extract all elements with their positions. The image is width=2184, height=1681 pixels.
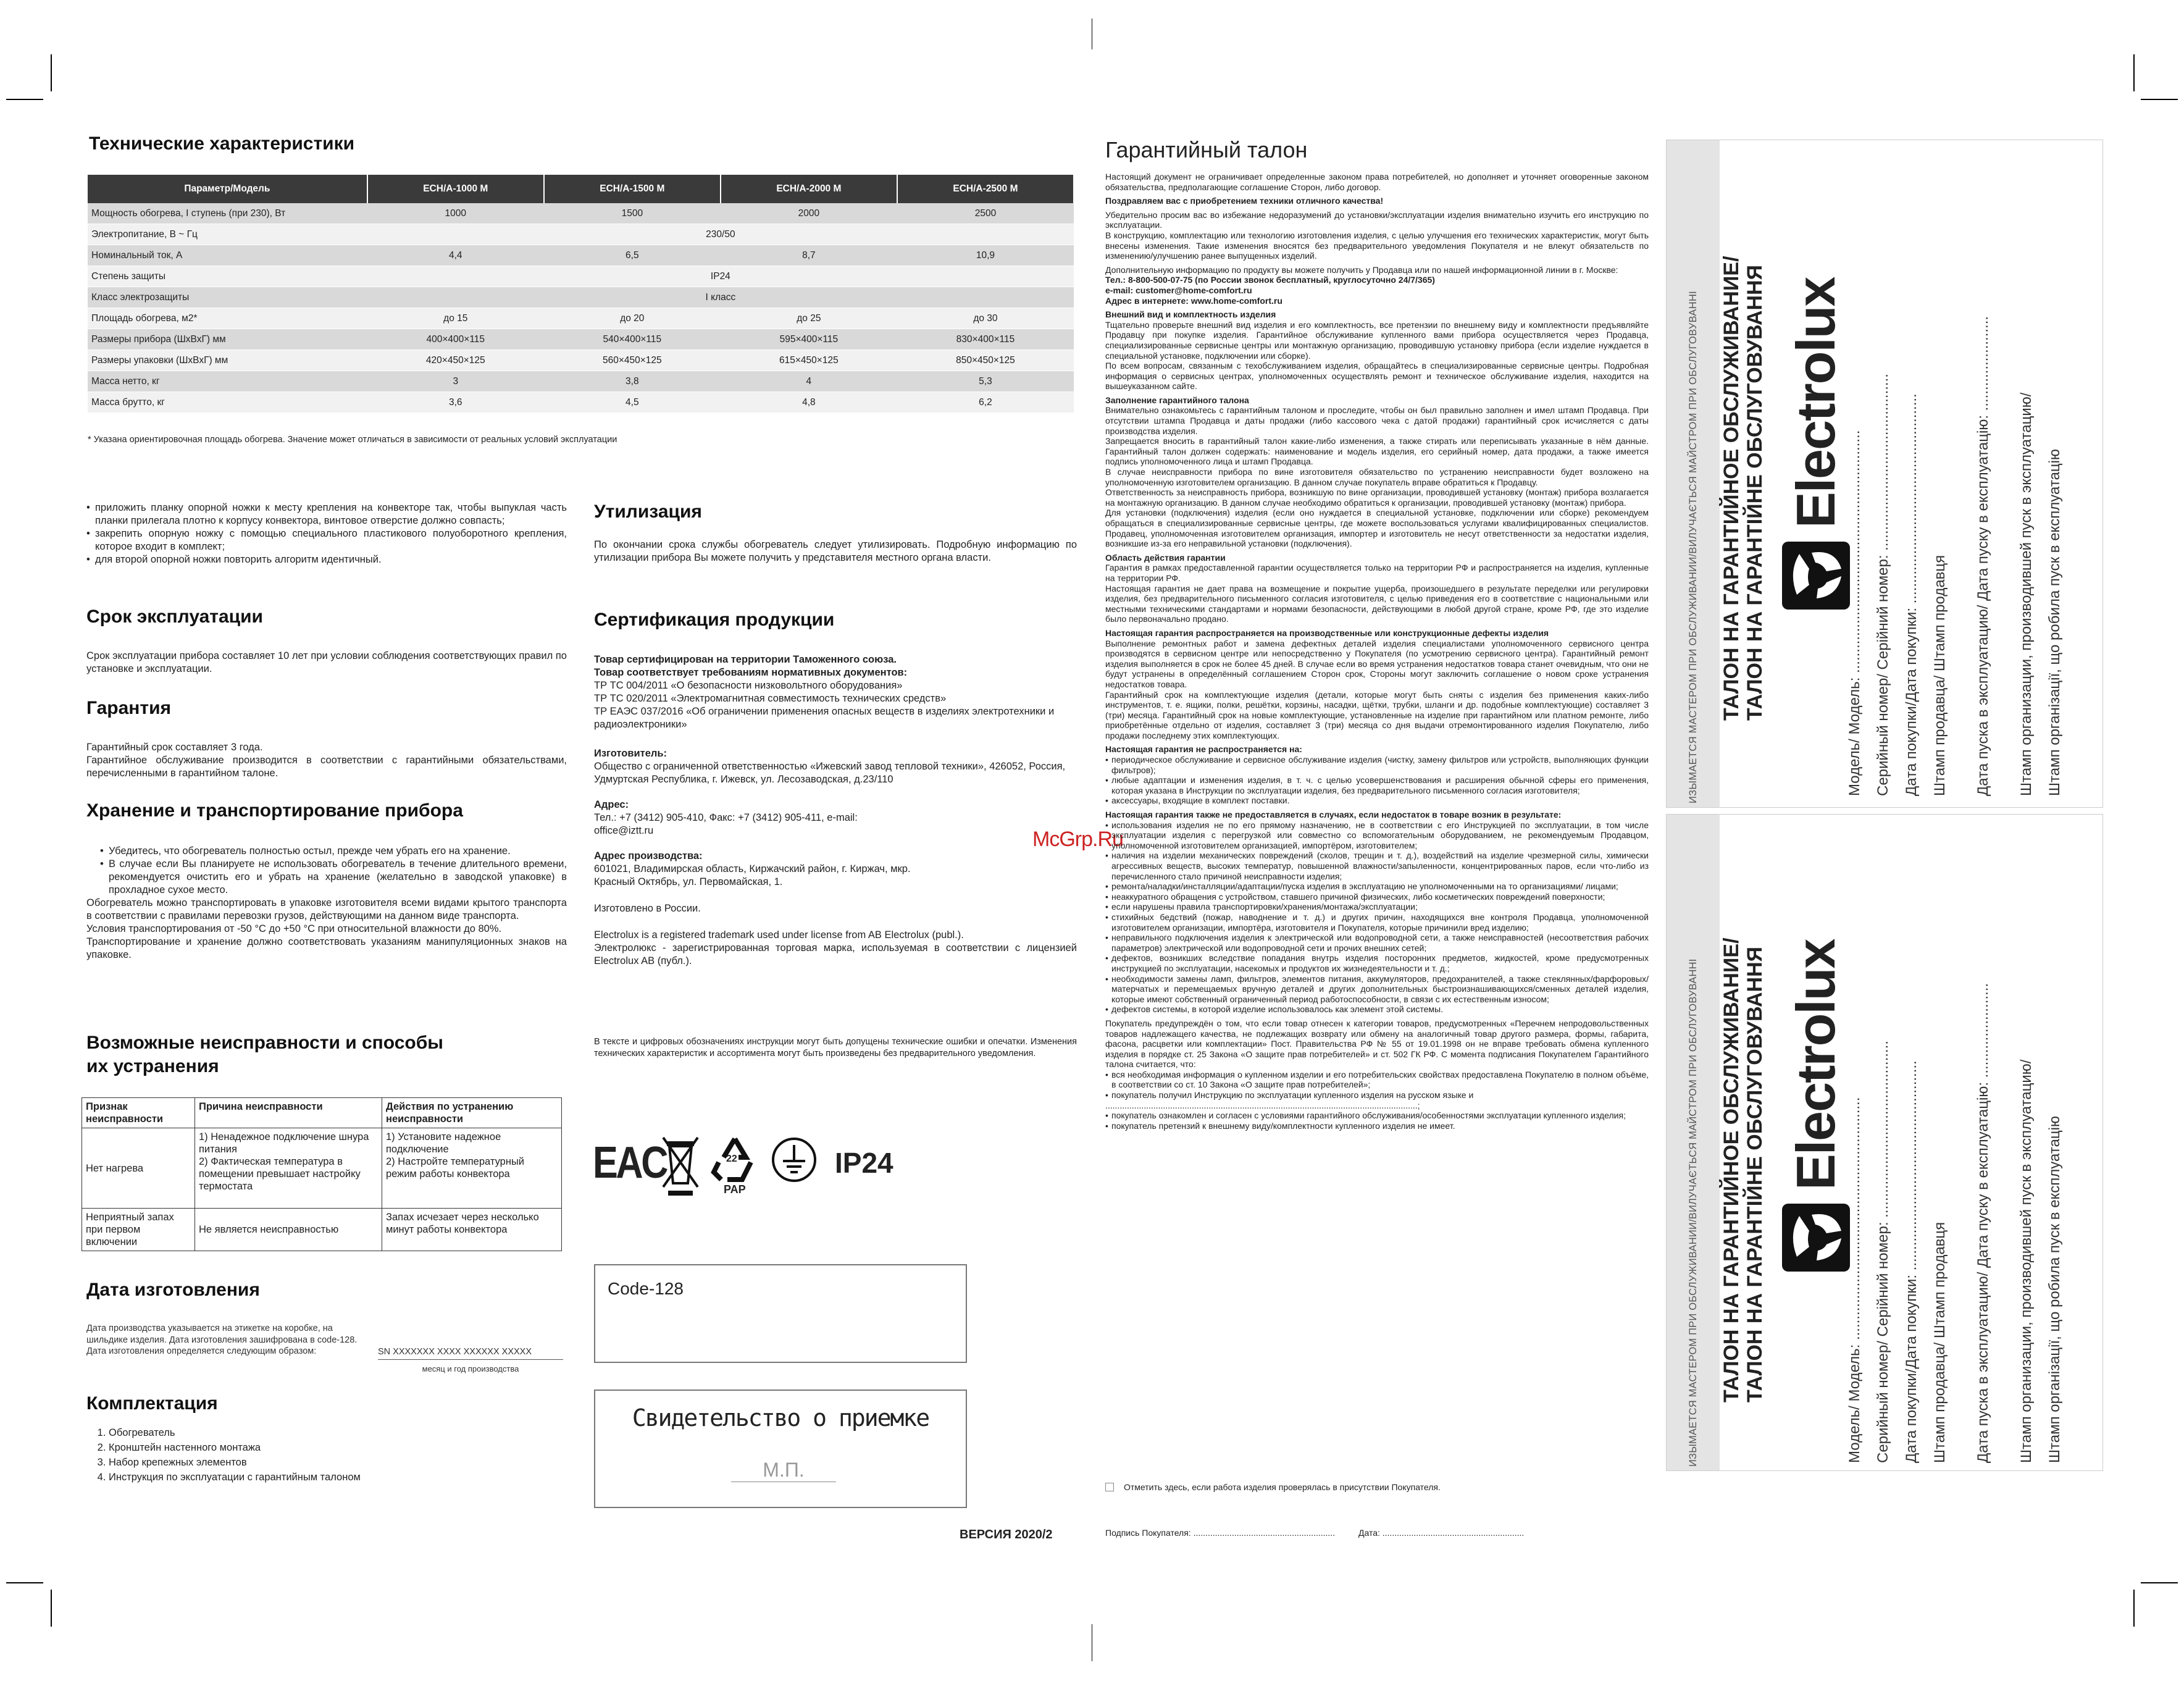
specs-row-value: 4,8 — [721, 392, 897, 413]
specs-row-value: 400×400×115 — [367, 329, 544, 350]
specs-table — [88, 175, 1074, 413]
specs-header-cell: ECH/A-1000 M — [367, 175, 544, 203]
storage-para: Транспортирование и хранение должно соответствовать указаниям манипуляционных знаков на упаковке. — [86, 936, 567, 960]
specs-row-value: 3 — [367, 371, 544, 392]
coupon-title — [1720, 256, 1767, 721]
specs-header-cell: ECH/A-2000 M — [721, 175, 897, 203]
version-label: ВЕРСИЯ 2020/2 — [960, 1528, 1053, 1541]
coupon-field[interactable]: Модель/ Модель: ........................................................... — [1846, 1097, 1863, 1463]
electrolux-logo-icon — [1782, 1204, 1850, 1272]
check-note-row — [1105, 1482, 1649, 1493]
specs-row-value: 10,9 — [897, 245, 1074, 266]
specs-row-label: Площадь обогрева, м2* — [88, 308, 367, 329]
consumer-item: • покупатель ознакомлен и согласен с условиями гарантийного обслуживания/особенностями эксплуатации купленного изделия; — [1111, 1110, 1649, 1121]
guarantee-title: Гарантия — [86, 698, 172, 718]
install-step: • приложить планку опорной ножки к месту крепления на конвекторе так, чтобы выпуклая часть планки прилегала плотно к корпусу конвектора, винтовое отверстие должно совпасть; — [95, 501, 567, 527]
faults-title — [86, 1031, 443, 1078]
specs-row — [88, 371, 1074, 392]
specs-row — [88, 266, 1074, 287]
address-text: Тел.: +7 (3412) 905-410, Факс: +7 (3412) 905-411, e-mail: office@iztt.ru — [594, 812, 858, 836]
kit-item: 1. Обогреватель — [109, 1425, 361, 1440]
serial-format — [378, 1346, 563, 1375]
install-steps — [86, 501, 567, 566]
fill3: В случае неисправности прибора по вине изготовителя обязательство по устранению неисправности будет возложено на уполномоченную изготовителем организацию. В данном случае покупатель вправе обратиться к Продавцу. — [1105, 467, 1649, 487]
service-life-title: Срок эксплуатации — [86, 606, 263, 627]
specs-row-value: 8,7 — [721, 245, 897, 266]
serial-format-code: SN XXXXXXX XXXX XXXXXX XXXXX — [378, 1346, 563, 1360]
code128-box — [594, 1264, 967, 1363]
consumer-item: • покупатель претензий к внешнему виду/комплектности купленного изделия не имеет. — [1111, 1121, 1649, 1131]
faults-cause: Не является неисправностью — [195, 1209, 382, 1251]
h-fill: Заполнение гарантийного талона — [1105, 395, 1249, 405]
specs-row-label: Размеры упаковки (ШхВхГ) мм — [88, 350, 367, 371]
coupon-field[interactable]: Дата пуска в эксплуатацию/ Дата пуску в експлуатацію: ....................... — [1975, 983, 1991, 1463]
specs-row-label: Номинальный ток, А — [88, 245, 367, 266]
code128-label: Code-128 — [608, 1279, 684, 1298]
h-not: Настоящая гарантия не распространяется на: — [1105, 744, 1302, 755]
coupon-field[interactable]: Штамп продавца/ Штамп продавця — [1931, 1222, 1948, 1463]
specs-row-value: до 15 — [367, 308, 544, 329]
specs-row-value: 6,2 — [897, 392, 1074, 413]
brand-name: Electrolux — [1785, 939, 1846, 1190]
specs-row — [88, 350, 1074, 371]
eac-mark: EAC — [593, 1138, 667, 1188]
check-note: Отметить здесь, если работа изделия проверялась в присутствии Покупателя. — [1124, 1482, 1441, 1492]
specs-row-label: Степень защиты — [88, 266, 367, 287]
cert-doc: ТР ТС 020/2011 «Электромагнитная совместимость технических средств» — [594, 693, 947, 704]
manufacture-date-text: Дата производства указывается на этикетке на коробке, на шильдике изделия. Дата изготовления зашифрована в code-128. Дата изготовления определяется следующим образом: — [86, 1323, 358, 1356]
fill4: Ответственность за неисправность прибора, возникшую по вине организации, проводившей установку (монтаж) прибора возлагается на монтажную организацию. В данном случае необходимо обратиться к организации, проводившей установку (монтаж) прибора. — [1105, 487, 1649, 508]
warranty-coupon-2 — [1666, 814, 2103, 1471]
guarantee-line: Гарантийный срок составляет 3 года. — [86, 742, 263, 753]
acceptance-title: Свидетельство о приемке — [632, 1404, 929, 1432]
manufacture-date-title: Дата изготовления — [86, 1280, 260, 1300]
consumer1: Покупатель предупреждён о том, что если товар отнесен к категории товаров, предусмотренных «Перечнем непродовольственных товаров надлежащего качества, не подлежащих возврату или обмену на аналогичный товар другого размера, формы, габарита, фасона, расцветки или комплектации» Пост. Правительства РФ № 55 от 19.01.1998 он не вправе требовать обмена купленного изделия в порядке ст. 25 Закона «О защите прав потребителей» и ст. 502 ГК РФ. С момента подписания Покупателем Гарантийного талона считается, что: — [1105, 1018, 1649, 1070]
storage-para: Условия транспортирования от -50 °С до +50 °С при относительной влажности до 80%. — [86, 923, 502, 934]
specs-row-value: I класс — [367, 287, 1074, 308]
specs-row-value: 3,6 — [367, 392, 544, 413]
applies1: Выполнение ремонтных работ и замена дефектных деталей изделия специалистами уполномоченного сервисного центра производятся в сервисном центре или непосредственно у Покупателя (по усмотрению сервисного центра). Гарантийный ремонт изделия выполняется в срок не более 45 дней. В случае если во время устранения недостатков товара станет очевидным, что они не будут устранены в определённый соглашением Сторон срок, Стороны могут заключить соглашение о новом сроке устранения недостатков товара. — [1105, 638, 1649, 689]
cert-doc: ТР ЕАЭС 037/2016 «Об ограничении применения опасных веществ в изделиях электротехники и радиоэлектроники» — [594, 706, 1055, 730]
check-box[interactable] — [1105, 1483, 1114, 1491]
exclusion-item: • дефектов системы, в которой изделие использовалось как элемент этой системы. — [1111, 1004, 1649, 1015]
h-look: Внешний вид и комплектность изделия — [1105, 309, 1276, 320]
production-label: Адрес производства: — [594, 850, 703, 861]
coupon-fields — [1841, 827, 2069, 1463]
h-area: Область действия гарантии — [1105, 552, 1226, 563]
stamp-placeholder: М.П. — [731, 1459, 836, 1482]
fill1: Внимательно ознакомьтесь с гарантийным талоном и проследите, чтобы он был правильно заполнен и имел штамп Продавца. При отсутствии штампа Продавца и даты продажи (либо кассового чека с датой продажи) гарантийный срок исчисляется с даты производства изделия. — [1105, 405, 1649, 436]
storage-text — [86, 845, 567, 962]
faults-action: 1) Установите надежное подключение 2) Настройте температурный режим работы конвектора — [382, 1128, 562, 1209]
date-field[interactable]: Дата: ........................................................... — [1358, 1528, 1525, 1538]
faults-header-action: Действия по устранению неисправности — [382, 1098, 562, 1128]
warranty-email: e-mail: customer@home-comfort.ru — [1105, 285, 1252, 295]
coupon-title-ua: ТАЛОН НА ГАРАНТІЙНЕ ОБСЛУГОВУВАННЯ — [1743, 264, 1767, 721]
faults-action: Запах исчезает через несколько минут работы конвектора — [382, 1209, 562, 1251]
service-life-text: Срок эксплуатации прибора составляет 10 лет при условии соблюдения соответствующих правил по установке и эксплуатации. — [86, 650, 567, 674]
electrolux-logo-icon — [1782, 542, 1850, 610]
not-covered-item: • любые адаптации и изменения изделия, в т. ч. с целью усовершенствования и расширения обычной сферы его применения, которая указана в Инструкции по эксплуатации изделия, без предварительного письменного согласия изготовителя; — [1111, 775, 1649, 795]
certification-block — [594, 653, 1077, 968]
specs-row-label: Мощность обогрева, I ступень (при 230), Вт — [88, 203, 367, 224]
maker-label: Изготовитель: — [594, 748, 667, 759]
faults-title-line2: их устранения — [86, 1055, 219, 1076]
guarantee-line: Гарантийное обслуживание производится в соответствии с гарантийными обязательствами, перечисленными в гарантийном талоне. — [86, 755, 567, 779]
exclusion-item: • дефектов, возникших вследствие попадания внутрь изделия посторонних предметов, жидкостей, кроме предусмотренных инструкцией по эксплуатации, насекомых и продуктов их жизнедеятельности и т. д.; — [1111, 953, 1649, 973]
specs-row-value: 560×450×125 — [544, 350, 721, 371]
faults-header-sign: Признак неисправности — [82, 1098, 195, 1128]
pap-label: PAP — [724, 1183, 746, 1196]
storage-para: Обогреватель можно транспортировать в упаковке изготовителя всеми видами крытого транспорта в соответствии с правилами перевозки грузов, действующими на данном виде транспорта. — [86, 897, 567, 921]
specs-row — [88, 287, 1074, 308]
coupon-field[interactable]: Серийный номер/ Серійний номер: ........................................... — [1875, 374, 1891, 796]
specs-row-value: 595×400×115 — [721, 329, 897, 350]
warranty-intro: Настоящий документ не ограничивает определенные законом права потребителей, но дополняет и уточняет оговоренные законом обязательства, предполагающие соглашение Сторон, либо договор. — [1105, 172, 1649, 192]
specs-row-value: 1500 — [544, 203, 721, 224]
class-one-ground-icon — [771, 1136, 818, 1183]
warranty-tel: Тел.: 8-800-500-07-75 (по России звонок бесплатный, круглосуточно 24/7/365) — [1105, 275, 1435, 285]
specs-row-value: 830×400×115 — [897, 329, 1074, 350]
specs-row-value: до 25 — [721, 308, 897, 329]
warranty-text — [1105, 172, 1649, 1134]
coupon-field[interactable]: Штамп організації, що робила пуск в експлуатацію — [2046, 448, 2063, 796]
coupon-field[interactable]: Штамп організації, що робила пуск в експлуатацію — [2046, 1115, 2063, 1463]
look2: По всем вопросам, связанным с техобслуживанием изделия, обращайтесь в специализированные сервисные центры. Подробная информация о сервисных центрах, уполномоченных осуществлять ремонт и техническое обслуживание изделия, находится на вышеуказанном сайте. — [1105, 361, 1649, 392]
kit-item: 4. Инструкция по эксплуатации с гарантийным талоном — [109, 1470, 361, 1485]
h-nocase: Настоящая гарантия также не предоставляется в случаях, если недостаток в товаре возник в результате: — [1105, 810, 1562, 820]
coupon-field[interactable]: Серийный номер/ Серійний номер: ........................................... — [1875, 1041, 1891, 1463]
specs-row-value: 4 — [721, 371, 897, 392]
storage-title: Хранение и транспортирование прибора — [86, 800, 463, 821]
specs-row-value: 4,5 — [544, 392, 721, 413]
exclusion-item: • если нарушены правила транспортировки/хранения/монтажа/эксплуатации; — [1111, 902, 1649, 912]
faults-sign: Неприятный запах при первом включении — [82, 1209, 195, 1251]
specs-row-value: 2500 — [897, 203, 1074, 224]
coupon-title-ru: ТАЛОН НА ГАРАНТИЙНОЕ ОБСЛУЖИВАНИЕ/ — [1720, 256, 1743, 721]
warranty-web: Адрес в интернете: www.home-comfort.ru — [1105, 295, 1282, 306]
install-step: • для второй опорной ножки повторить алгоритм идентичный. — [95, 553, 567, 566]
faults-sign: Нет нагрева — [82, 1128, 195, 1209]
specs-row-label: Электропитание, В ~ Гц — [88, 224, 367, 245]
coupon-title-ru: ТАЛОН НА ГАРАНТИЙНОЕ ОБСЛУЖИВАНИЕ/ — [1720, 937, 1743, 1402]
specs-row-value: 5,3 — [897, 371, 1074, 392]
specs-row-label: Размеры прибора (ШхВхГ) мм — [88, 329, 367, 350]
specs-row-label: Масса нетто, кг — [88, 371, 367, 392]
exclusion-item: • неаккуратного обращения с устройством, ставшего причиной физических, либо косметических повреждений поверхности; — [1111, 892, 1649, 902]
specs-row-value: 850×450×125 — [897, 350, 1074, 371]
coupon-field[interactable]: Дата покупки/Дата покупки: ................................................... — [1903, 393, 1920, 796]
exclusion-item: • неправильного подключения изделия к электрической или водопроводной сети, а также неисправностей (несоответствия рабочих параметров) электрической или водопроводной сети и прочих внешних сетей; — [1111, 933, 1649, 953]
specs-row — [88, 224, 1074, 245]
coupon-field[interactable]: Штамп продавца/ Штамп продавця — [1931, 555, 1948, 796]
faults-header-cause: Причина неисправности — [195, 1098, 382, 1128]
brand-name: Electrolux — [1785, 277, 1846, 528]
coupon-field[interactable]: Штамп организации, производившей пуск в эксплуатацию/ — [2018, 1059, 2035, 1463]
cert-bold2: Товар соответствует требованиям нормативных документов: — [594, 667, 908, 678]
specs-row-value: 420×450×125 — [367, 350, 544, 371]
coupon-cut-line: ИЗЫМАЕТСЯ МАСТЕРОМ ПРИ ОБСЛУЖИВАНИИ/ВИЛУЧАЄТЬСЯ МАЙСТРОМ ПРИ ОБСЛУГОВУВАННІ — [1688, 958, 1699, 1467]
warranty-congrats: Поздравляем вас с приобретением техники отличного качества! — [1105, 196, 1384, 206]
specs-row-label: Класс электрозащиты — [88, 287, 367, 308]
look1: Тщательно проверьте внешний вид изделия и его комплектность, все претензии по внешнему виду и комплектности предъявляйте Продавцу при покупке изделия. Гарантийное обслуживание купленного вами прибора осуществляется через Продавца, специализированные сервисные центры или монтажную организацию, проводившую установку прибора (если изделие нуждается в специальной установке, подключении или сборке). — [1105, 319, 1649, 361]
specs-row-value: до 20 — [544, 308, 721, 329]
specs-header-cell: ECH/A-1500 M — [544, 175, 721, 203]
warranty-title: Гарантийный талон — [1105, 137, 1308, 162]
specs-row — [88, 329, 1074, 350]
coupon-field[interactable]: Модель/ Модель: ........................................................... — [1846, 430, 1863, 796]
dots-line: ..................................................................................................................................; — [1105, 1100, 1420, 1110]
made-in: Изготовлено в России. — [594, 903, 701, 914]
specs-row-value: 2000 — [721, 203, 897, 224]
exclusion-item: • необходимости замены ламп, фильтров, элементов питания, аккумуляторов, предохранителей, а также стеклянных/фарфоровых/матерчатых и перемещаемых вручную деталей и других дополнительных быстроизнашивающихся/сменных деталей изделия, которые имеют собственный ограниченный период работоспособности, в связи с их естественным износом; — [1111, 974, 1649, 1005]
storage-bullet: • В случае если Вы планируете не использовать обогреватель в течение длительного времени, рекомендуется очистить его и убрать на хранение (желательно в заводской упаковке) в прохладное сухое место. — [109, 858, 567, 897]
kit-item: 2. Кронштейн настенного монтажа — [109, 1440, 361, 1455]
coupon-fields — [1841, 154, 2069, 796]
specs-footnote: * Указана ориентировочная площадь обогрева. Значение может отличаться в зависимости от реальных условий эксплуатации — [88, 435, 617, 445]
trademark-ru: Электролюкс - зарегистрированная торговая марка, используемая в соответствии с лицензией Electrolux AB (публ.). — [594, 942, 1077, 966]
area2: Настоящая гарантия не дает права на возмещение и покрытие ущерба, произошедшего в результате переделки или регулировки изделия, без предварительного письменного согласия изготовителя, с целью приведения его в соответствие с национальными или местными техническими стандартами и нормами безопасности, действующими в любой другой стране, кроме РФ, где это изделие было первоначально продано. — [1105, 583, 1649, 624]
specs-row-value: 1000 — [367, 203, 544, 224]
specs-row-value: 6,5 — [544, 245, 721, 266]
fill2: Запрещается вносить в гарантийный талон какие-либо изменения, а также стирать или переписывать указанные в нём данные. Гарантийный талон должен содержать: наименование и модель изделия, его серийный номер, дата продажи, а также имеется подпись уполномоченного лица и штамп Продавца. — [1105, 436, 1649, 467]
warranty-coupon-1 — [1666, 140, 2103, 808]
signature-row — [1105, 1528, 1649, 1538]
disposal-title: Утилизация — [594, 501, 702, 522]
cert-bold1: Товар сертифицирован на территории Таможенного союза. — [594, 654, 897, 665]
install-step: • закрепить опорную ножку с помощью специального пластикового полуоборотного крепления, которое входит в комплект; — [95, 527, 567, 553]
faults-cause: 1) Ненадежное подключение шнура питания 2) Фактическая температура в помещении превышает настройку термостата — [195, 1128, 382, 1209]
coupon-field[interactable]: Штамп организации, производившей пуск в эксплуатацию/ — [2018, 392, 2035, 796]
warranty-p3: Дополнительную информацию по продукту вы можете получить у Продавца или по нашей информационной линии в г. Москве: — [1105, 264, 1618, 275]
specs-row — [88, 392, 1074, 413]
specs-row — [88, 308, 1074, 329]
exclusion-item: • стихийных бедствий (пожар, наводнение и т. д.) и других причин, находящихся вне контроля Продавца, уполномоченной изготовителем организации, импортёра, изготовителя и Покупателя, которые причинили вред изделию; — [1111, 912, 1649, 933]
specs-row-value: 4,4 — [367, 245, 544, 266]
specs-row-value: IP24 — [367, 266, 1074, 287]
coupon-field[interactable]: Дата пуска в эксплуатацию/ Дата пуску в експлуатацію: ....................... — [1975, 316, 1991, 796]
exclusion-item: • наличия на изделии механических повреждений (сколов, трещин и т. д.), воздействий на изделие чрезмерной силы, химически агрессивных веществ, высоких температур, повышенной влажности/запыленности, концентрированных паров, если что-либо из перечисленного стало причиной неисправности изделия; — [1111, 850, 1649, 881]
ip24-mark: IP24 — [835, 1147, 893, 1179]
consumer-item: • покупатель получил Инструкцию по эксплуатации купленного изделия на русском языке и — [1111, 1090, 1649, 1100]
certification-marks — [593, 1135, 840, 1197]
kit-list — [86, 1425, 361, 1485]
signature-field[interactable]: Подпись Покупателя: ........................................................... — [1105, 1528, 1336, 1538]
area1: Гарантия в рамках предоставленной гарантии осуществляется только на территории РФ и распространяется на изделия, купленные на территории РФ. — [1105, 563, 1649, 583]
coupon-title — [1720, 937, 1767, 1402]
coupon-title-ua: ТАЛОН НА ГАРАНТІЙНЕ ОБСЛУГОВУВАННЯ — [1743, 946, 1767, 1402]
address-label: Адрес: — [594, 799, 629, 810]
guarantee-text — [86, 741, 567, 780]
not-covered-item: • периодическое обслуживание и сервисное обслуживание изделия (чистку, замену фильтров или устройств, выполняющих функции фильтров); — [1111, 755, 1649, 775]
specs-row-value: 540×400×115 — [544, 329, 721, 350]
specs-row-value: до 30 — [897, 308, 1074, 329]
kit-item: 3. Набор крепежных элементов — [109, 1455, 361, 1470]
fill5: Для установки (подключения) изделия (если оно нуждается в специальной установке, подключении или сборке) рекомендуем обращаться в специализированные сервисные центры, где можете воспользоваться услугами квалифицированных специалистов. Продавец, уполномоченная изготовителем организация, импортер и изготовитель не несут ответственности за недостатки изделия, возникшие из-за его неправильной установки (подключения). — [1105, 508, 1649, 549]
cert-doc: ТР ТС 004/2011 «О безопасности низковольтного оборудования» — [594, 680, 903, 691]
specs-row-label: Масса брутто, кг — [88, 392, 367, 413]
trademark-en: Electrolux is a registered trademark used under license from AB Electrolux (publ.). — [594, 929, 964, 941]
maker-text: Общество с ограниченной ответственностью «Ижевский завод тепловой техники», 426052, Россия, Удмуртская Республика, г. Ижевск, ул. Лесозаводская, д.23/110 — [594, 761, 1066, 785]
faults-table — [82, 1097, 562, 1251]
specs-row-value: 615×450×125 — [721, 350, 897, 371]
pap-number: 22 — [726, 1154, 737, 1164]
h-applies: Настоящая гарантия распространяется на производственные или конструкционные дефекты изделия — [1105, 627, 1549, 638]
kit-title: Комплектация — [86, 1393, 218, 1414]
weee-bin-icon — [661, 1135, 700, 1197]
specs-header-cell: ECH/A-2500 M — [897, 175, 1074, 203]
disposal-text: По окончании срока службы обогреватель следует утилизировать. Подробную информацию по утилизации прибора Вы можете получить у представителя местного органа власти. — [594, 539, 1077, 563]
specs-row — [88, 203, 1074, 224]
specs-header-cell: Параметр/Модель — [88, 175, 367, 203]
coupon-field[interactable]: Дата покупки/Дата покупки: ................................................... — [1903, 1060, 1920, 1463]
disclaimer: В тексте и цифровых обозначениях инструкции могут быть допущены технические ошибки и опечатки. Изменения технических характеристик и ассортимента могут быть произведены без предварительного уведомления. — [594, 1037, 1077, 1058]
faults-title-line1: Возможные неисправности и способы — [86, 1033, 443, 1053]
warranty-p2: В конструкцию, комплектацию или технологию изготовления изделия, с целью улучшения его технических характеристик, могут быть внесены изменения. Такие изменения вносятся без предварительного уведомления Покупателя и не влекут обязательств по изменению/улучшению ранее выпущенных изделий. — [1105, 230, 1649, 261]
serial-format-caption: месяц и год производства — [422, 1364, 519, 1373]
consumer-item: • вся необходимая информация о купленном изделии и его потребительских свойствах предоставлена Покупателю в полном объёме, в соответствии со ст. 10 Закона «О защите прав потребителей»; — [1111, 1070, 1649, 1090]
coupon-cut-line: ИЗЫМАЕТСЯ МАСТЕРОМ ПРИ ОБСЛУЖИВАНИИ/ВИЛУЧАЄТЬСЯ МАЙСТРОМ ПРИ ОБСЛУГОВУВАННІ — [1688, 290, 1699, 803]
production-text: 601021, Владимирская область, Киржачский район, г. Киржач, мкр. Красный Октябрь, ул. Первомайская, 1. — [594, 863, 911, 887]
specs-row-value: 230/50 — [367, 224, 1074, 245]
storage-bullet: • Убедитесь, что обогреватель полностью остыл, прежде чем убрать его на хранение. — [109, 845, 567, 858]
watermark: McGrp.Ru — [1032, 828, 1123, 851]
specs-row — [88, 245, 1074, 266]
specs-title: Технические характеристики — [89, 133, 355, 154]
acceptance-box — [594, 1390, 967, 1508]
warranty-p1: Убедительно просим вас во избежание недоразумений до установки/эксплуатации изделия внимательно изучить его инструкцию по эксплуатации. — [1105, 209, 1649, 230]
applies2: Гарантийный срок на комплектующие изделия (детали, которые могут быть сняты с изделия без применения каких-либо инструментов, т. е. ящики, полки, решётки, корзины, насадки, щётки, трубки, шланги и др. подобные комплектующие) составляет 3 (три) месяца. Гарантийный срок на новые комплектующие, установленные на изделие при гарантийном или платном ремонте, либо приобретённые отдельно от изделия, составляет 3 (три) месяца со дня выдачи отремонтированного изделия Покупателю, либо продажи последнему этих комплектующих. — [1105, 689, 1649, 740]
exclusion-item: • использования изделия не по его прямому назначению, не в соответствии с его Инструкцией по эксплуатации, в том числе эксплуатации изделия с перегрузкой или совместно со вспомогательным оборудованием, не рекомендуемым Продавцом, уполномоченной изготовителем организацией, импортёром, изготовителем; — [1111, 820, 1649, 851]
not-covered-item: • аксессуары, входящие в комплект поставки. — [1111, 795, 1649, 806]
specs-row-value: 3,8 — [544, 371, 721, 392]
exclusion-item: • ремонта/наладки/инсталляции/адаптации/пуска изделия в эксплуатацию не уполномоченными на то организациями/ лицами; — [1111, 881, 1649, 892]
certification-title: Сертификация продукции — [594, 610, 835, 630]
